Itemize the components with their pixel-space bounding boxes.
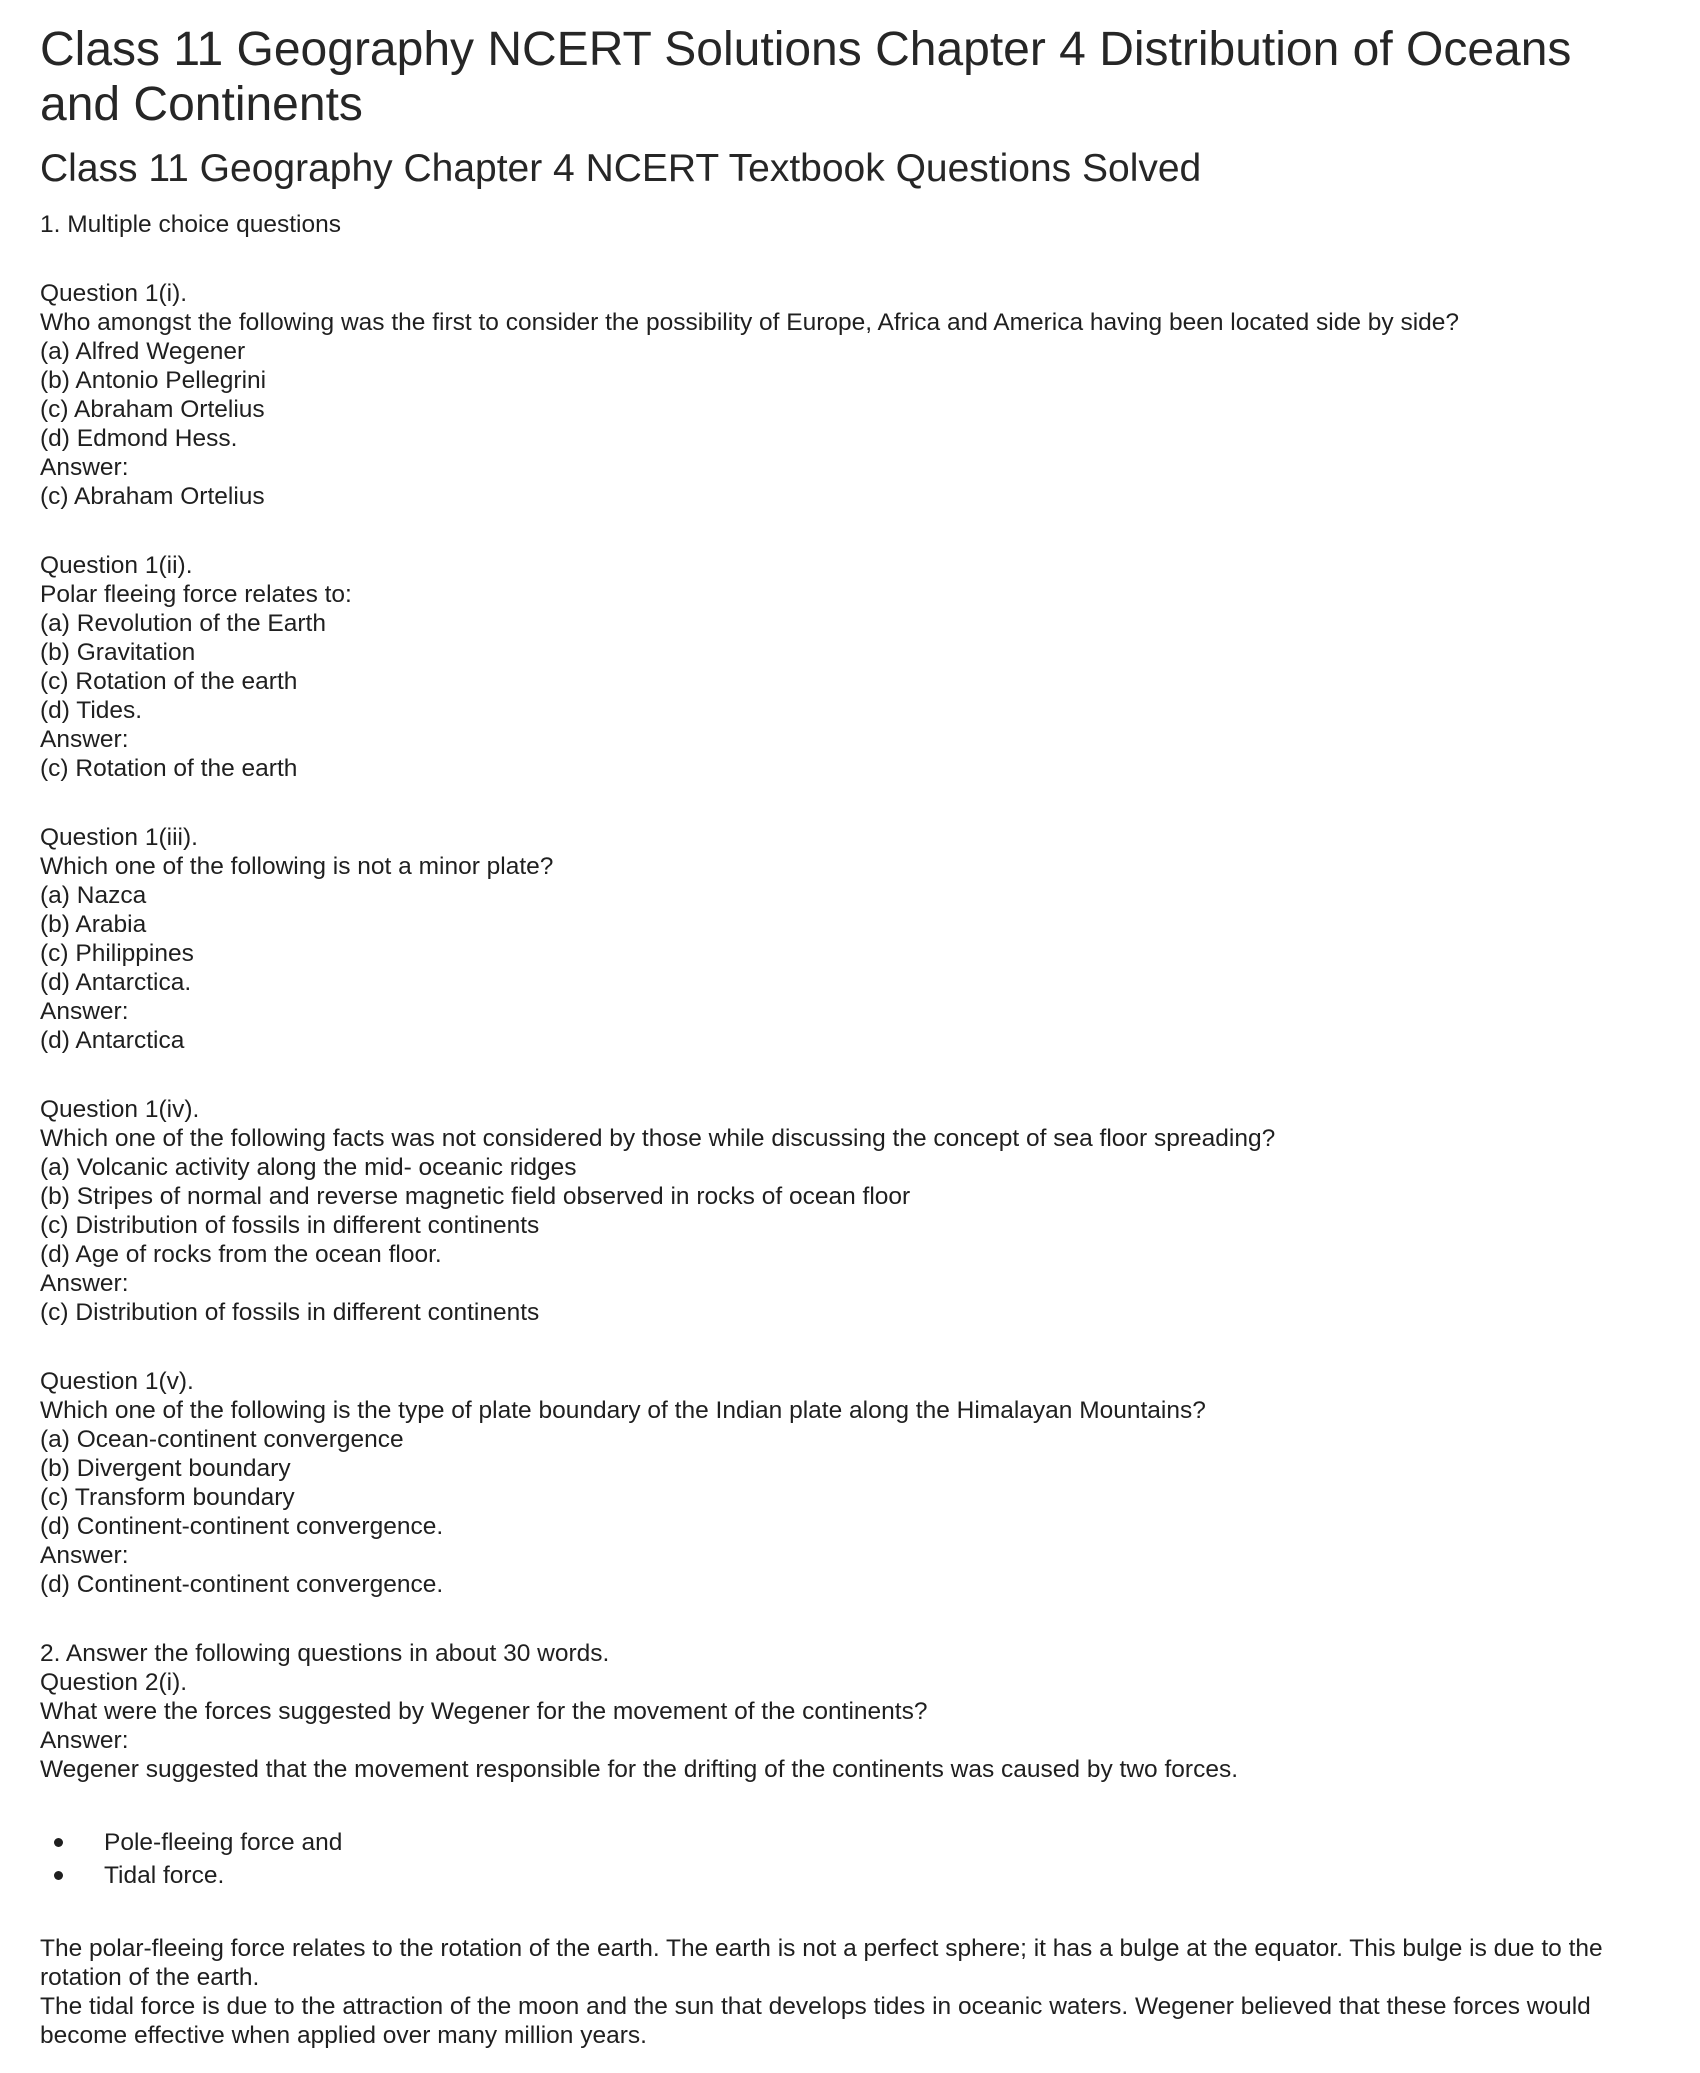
question-label: Question 1(iv). xyxy=(40,1096,200,1123)
option-item: (b) Antonio Pellegrini xyxy=(40,367,267,394)
option-item: (b) Divergent boundary xyxy=(40,1455,291,1482)
question-text: What were the forces suggested by Wegener for the movement of the continents? xyxy=(40,1698,928,1725)
section-heading-short-answer: 2. Answer the following questions in about 30 words. xyxy=(40,1640,610,1667)
question-block xyxy=(40,823,1660,1055)
answer-label: Answer: xyxy=(40,726,129,753)
question-block xyxy=(40,1367,1660,1599)
answer-label: Answer: xyxy=(40,1270,129,1297)
question-label: Question 1(ii). xyxy=(40,552,193,579)
option-item: (a) Alfred Wegener xyxy=(40,338,246,365)
option-item: (c) Distribution of fossils in different continents xyxy=(40,1212,540,1239)
question-block xyxy=(40,1095,1660,1327)
question-text: Which one of the following is not a minor plate? xyxy=(40,853,554,880)
answer-label: Answer: xyxy=(40,454,129,481)
option-item: (d) Tides. xyxy=(40,697,143,724)
answer-text: (d) Continent-continent convergence. xyxy=(40,1571,444,1598)
answer-label: Answer: xyxy=(40,998,129,1025)
option-item: (b) Arabia xyxy=(40,911,147,938)
question-block xyxy=(40,279,1660,511)
section-heading-mcq: 1. Multiple choice questions xyxy=(40,211,341,238)
paragraph: The polar-fleeing force relates to the rotation of the earth. The earth is not a perfect sphere; it has a bulge at the equator. This bulge is due to the rotation of the earth. xyxy=(40,1935,1603,1991)
list-item xyxy=(40,1859,1660,1892)
option-item: (d) Age of rocks from the ocean floor. xyxy=(40,1241,442,1268)
option-item: (c) Rotation of the earth xyxy=(40,668,298,695)
answer-text: Wegener suggested that the movement responsible for the drifting of the continents was caused by two forces. xyxy=(40,1756,1238,1783)
question-label: Question 1(iii). xyxy=(40,824,198,851)
answer-label: Answer: xyxy=(40,1727,129,1754)
question-text: Which one of the following facts was not considered by those while discussing the concept of sea floor spreading? xyxy=(40,1125,1276,1152)
option-item: (c) Abraham Ortelius xyxy=(40,396,265,423)
answer-text: (c) Distribution of fossils in different continents xyxy=(40,1299,540,1326)
question-text: Polar fleeing force relates to: xyxy=(40,581,352,608)
option-item: (c) Philippines xyxy=(40,940,194,967)
question-block xyxy=(40,551,1660,783)
question-text: Which one of the following is the type of plate boundary of the Indian plate along the Himalayan Mountains? xyxy=(40,1397,1206,1424)
option-item: (d) Antarctica. xyxy=(40,969,192,996)
page-title: Class 11 Geography NCERT Solutions Chapter 4 Distribution of Oceans and Continents xyxy=(40,23,1572,131)
option-item: (d) Edmond Hess. xyxy=(40,425,238,452)
question-label: Question 1(v). xyxy=(40,1368,194,1395)
list-item-text: Pole-fleeing force and xyxy=(104,1829,343,1856)
question-block xyxy=(40,1639,1660,1784)
option-item: (a) Volcanic activity along the mid- oceanic ridges xyxy=(40,1154,577,1181)
question-label: Question 2(i). xyxy=(40,1669,188,1696)
option-item: (a) Nazca xyxy=(40,882,147,909)
option-item: (d) Continent-continent convergence. xyxy=(40,1513,444,1540)
list-item-text: Tidal force. xyxy=(104,1862,225,1889)
paragraph: The tidal force is due to the attraction of the moon and the sun that develops tides in oceanic waters. Wegener believed that these forces would become effective when applied over many million years. xyxy=(40,1993,1591,2049)
option-item: (a) Ocean-continent convergence xyxy=(40,1426,404,1453)
option-item: (b) Stripes of normal and reverse magnetic field observed in rocks of ocean floor xyxy=(40,1183,911,1210)
option-item: (b) Gravitation xyxy=(40,639,196,666)
list-item xyxy=(40,1826,1660,1859)
answer-text: (c) Rotation of the earth xyxy=(40,755,298,782)
bullet-icon xyxy=(54,1838,63,1847)
page-subtitle: Class 11 Geography Chapter 4 NCERT Textbook Questions Solved xyxy=(40,147,1202,190)
question-label: Question 1(i). xyxy=(40,280,188,307)
option-item: (c) Transform boundary xyxy=(40,1484,295,1511)
answer-label: Answer: xyxy=(40,1542,129,1569)
bullet-list xyxy=(40,1826,1660,1892)
option-item: (a) Revolution of the Earth xyxy=(40,610,326,637)
answer-text: (c) Abraham Ortelius xyxy=(40,483,265,510)
question-text: Who amongst the following was the first to consider the possibility of Europe, Africa and America having been located side by side? xyxy=(40,309,1460,336)
answer-text: (d) Antarctica xyxy=(40,1027,185,1054)
bullet-icon xyxy=(54,1871,63,1880)
